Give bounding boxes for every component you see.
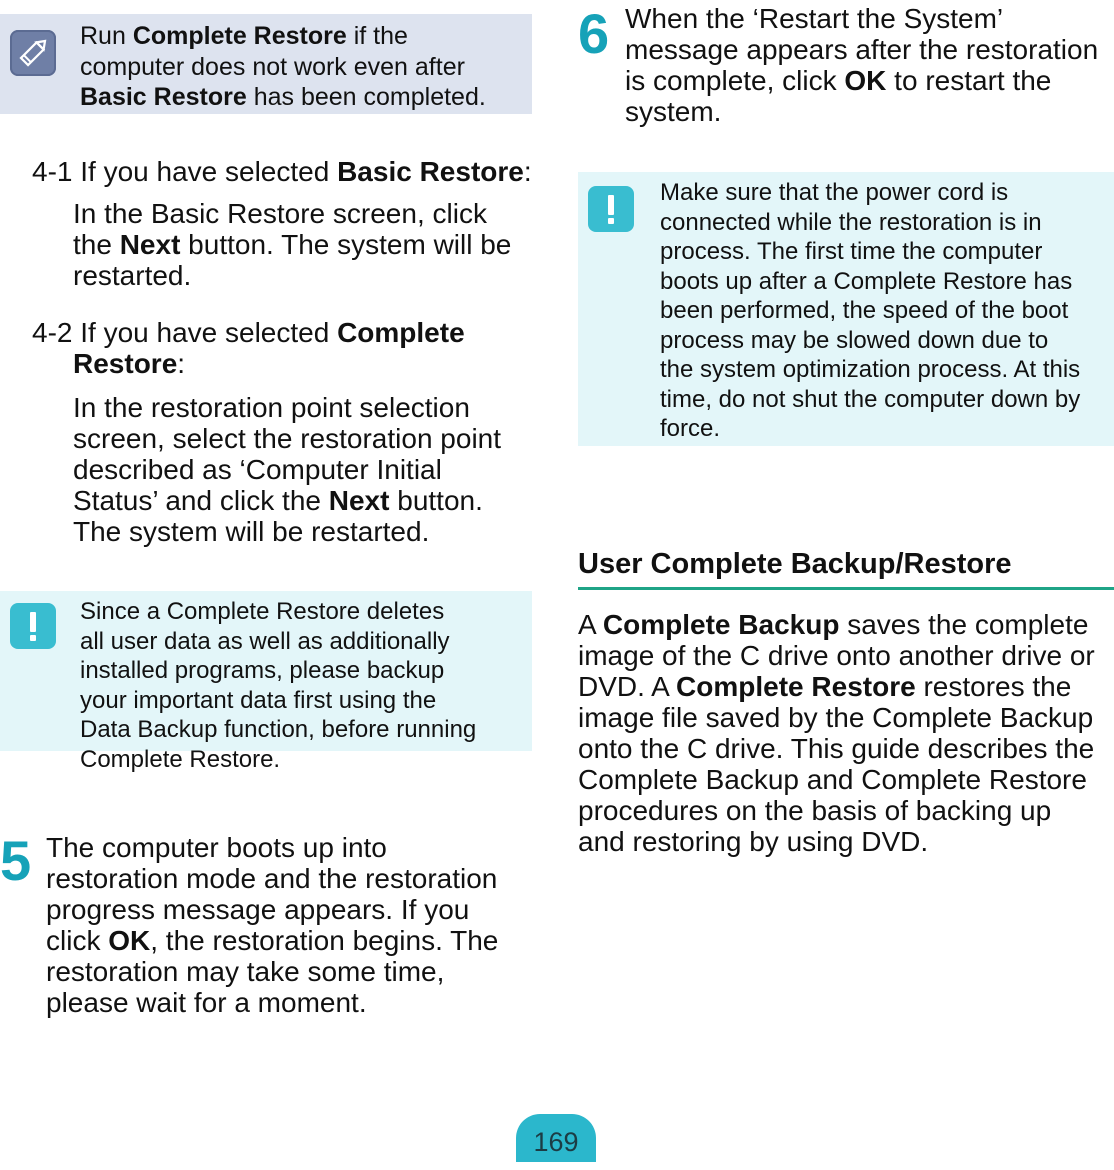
warning-box-left [0, 591, 532, 773]
step-5-number: 5 [0, 829, 32, 892]
warning-text-left: Since a Complete Restore deletes all user data as well as additionally installed programs, please backup your important data first using the Data Backup function, before running Complete Restore. [80, 598, 477, 773]
exclamation-icon [10, 603, 56, 649]
step-4-1-body: In the Basic Restore screen, click the Next button. The system will be restarted. [73, 198, 512, 291]
step-5-body: The computer boots up into restoration mode and the restoration progress message appears. If you click OK, the restoration begins. The restoration may take some time, please wait for a moment. [46, 832, 499, 1018]
step-4-2-heading: 4-2 If you have selected Complete Restore: [32, 317, 465, 379]
step-4-2-body: In the restoration point selection screen, select the restoration point described as ‘Computer Initial Status’ and click the Next button. The system will be restarted. [73, 392, 502, 547]
section-paragraph: A Complete Backup saves the complete image of the C drive onto another drive or DVD. A Complete Restore restores the image file saved by the Complete Backup onto the C drive. This guide describes the Complete Backup and Complete Restore procedures on the basis of backing up and restoring by using DVD. [578, 609, 1095, 857]
warning-box-right [578, 172, 1114, 446]
section-divider [578, 587, 1114, 590]
step-6-body: When the ‘Restart the System’ message appears after the restoration is complete, click OK to restart the system. [625, 3, 1099, 127]
pencil-note-icon [10, 30, 56, 76]
section-title: User Complete Backup/Restore [578, 548, 1012, 580]
note-text: Run Complete Restore if the computer does not work even after Basic Restore has been completed. [80, 22, 486, 111]
step-6-number: 6 [578, 2, 610, 65]
warning-text-right: Make sure that the power cord is connected while the restoration is in process. The first time the computer boots up after a Complete Restore has been performed, the speed of the boot process may be slowed down due to the system optimization process. At this time, do not shut the computer down by force. [660, 179, 1081, 442]
exclamation-icon [588, 186, 634, 232]
step-4-1-heading: 4-1 If you have selected Basic Restore: [32, 156, 532, 187]
page-number: 169 [516, 1114, 596, 1162]
note-box [0, 14, 532, 114]
